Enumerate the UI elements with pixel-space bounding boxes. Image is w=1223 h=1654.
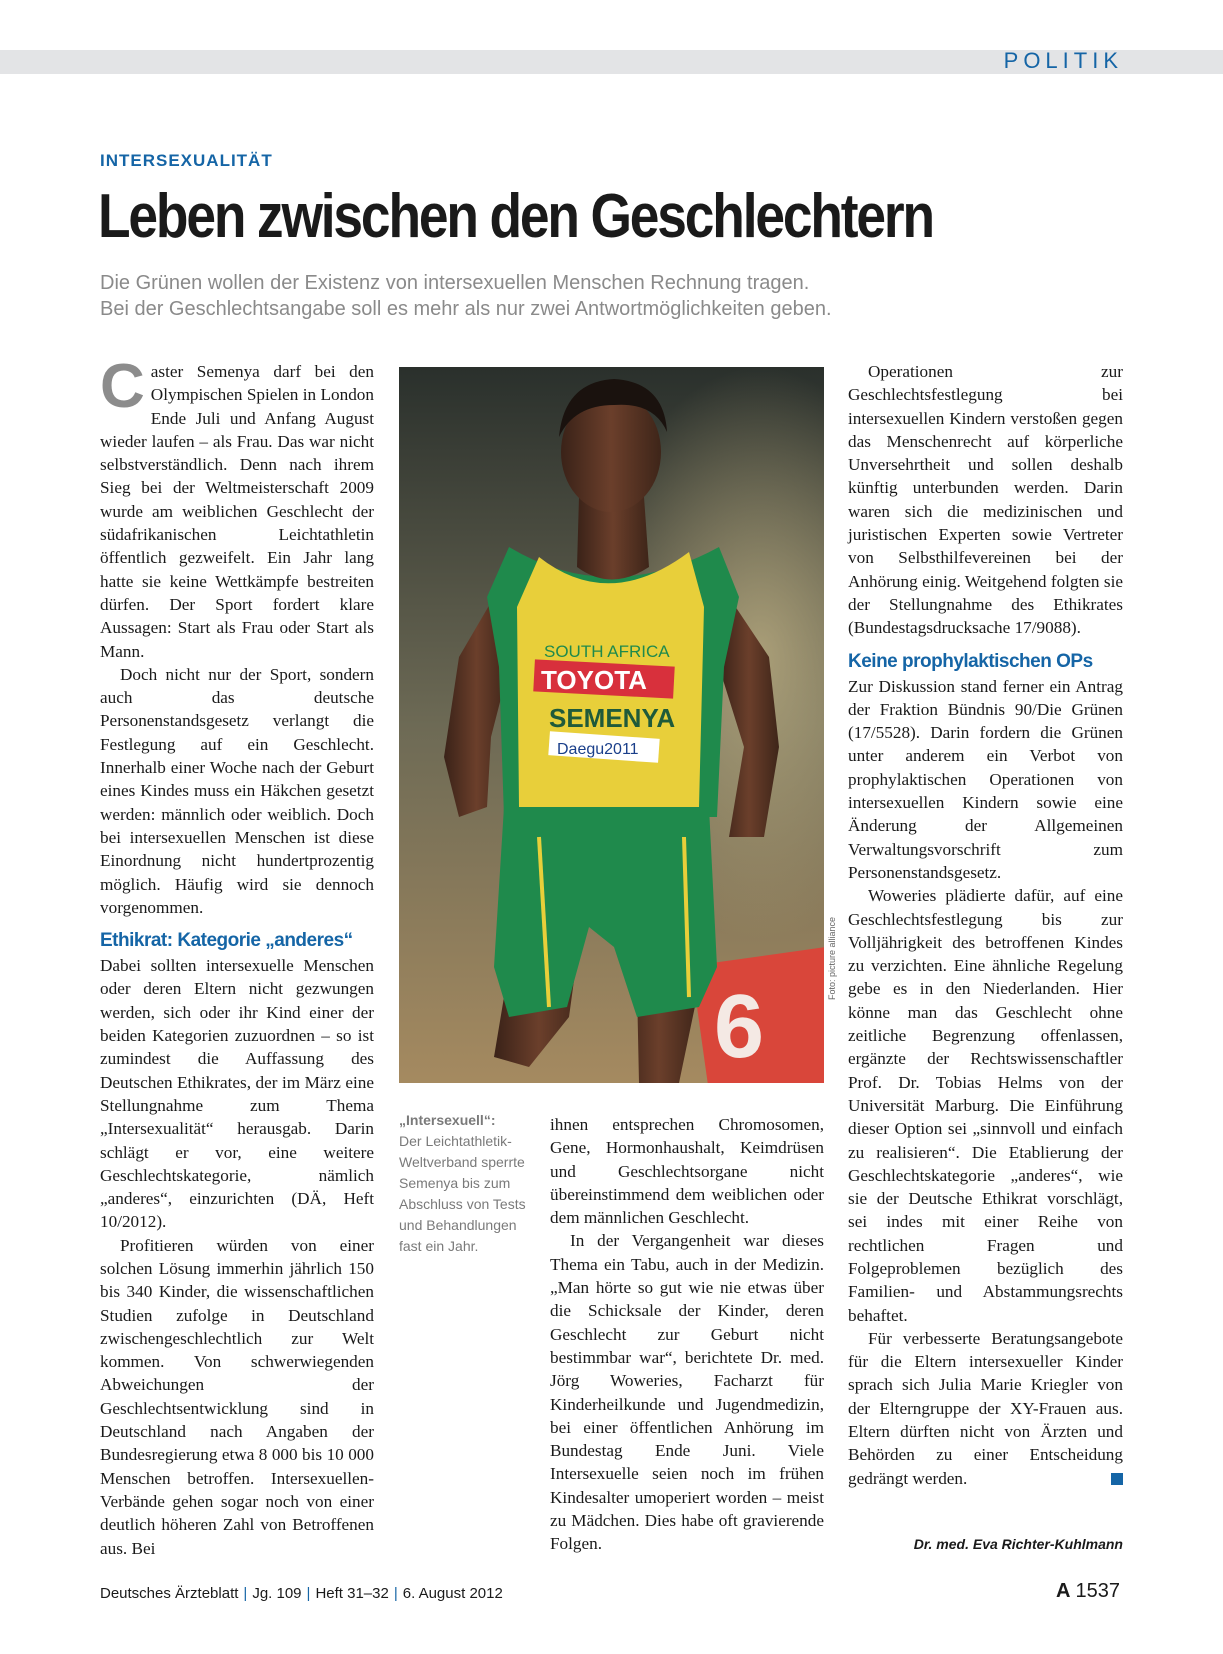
subheading: Keine prophylaktischen OPs <box>848 650 1093 672</box>
text-column-2 <box>550 1113 824 1556</box>
athlete-photo <box>399 367 824 1083</box>
background-number: 6 <box>714 977 765 1077</box>
paragraph: Profitieren würden von einer solchen Lösung immerhin jährlich 150 bis 340 Kinder, die wissenschaftlichen Studien zufolge in Deutschland zwischengeschlechtlich zur Welt kommen. Von schwerwiegenden Abweichungen der Geschlechtsentwicklung sind in Deutschland nach Angaben der Bundesregierung etwa 8 000 bis 10 000 Menschen betroffen. Intersexuellen-Verbände gehen sogar noch von einer deutlich höheren Zahl von Betroffenen aus. Bei <box>100 1235 374 1558</box>
issue-date: 6. August 2012 <box>402 1585 503 1602</box>
photo-caption <box>399 1110 529 1257</box>
separator: | <box>243 1585 248 1602</box>
paragraph: Dabei sollten intersexuelle Menschen oder deren Eltern nicht gezwungen werden, sich oder ihr Kind einer der beiden Kategorien zuzuordnen – so ist zumindest die Auffassung des Deutschen Ethikrates, der im März eine Stellungnahme zum Thema „Intersexualität“ herausgab. Darin schlägt er vor, eine weitere Geschlechtskategorie, nämlich „anderes“, einzurichten (DÄ, Heft 10/2012). <box>100 956 374 1232</box>
jersey-text: SOUTH AFRICA <box>544 642 670 661</box>
paragraph: In der Vergangenheit war dieses Thema ein Tabu, auch in der Medizin. „Man hörte so gut wie nie etwas über die Schicksale der Kinder, deren Geschlecht zur Geburt nicht bestimmbar war“, berichtete Dr. med. Jörg Woweries, Facharzt für Kinderheilkunde und Jugendmedizin, bei einer öffentlichen Anhörung im Bundestag Ende Juni. Viele Intersexuelle seien noch im frühen Kindesalter umoperiert worden – meist zu Mädchen. Dies habe oft gravierende Folgen. <box>550 1231 824 1554</box>
publication-name: Deutsches Ärzteblatt <box>100 1585 239 1602</box>
paragraph: Zur Diskussion stand ferner ein Antrag der Fraktion Bündnis 90/Die Grünen (17/5528). Darin fordern die Grünen unter anderem ein Verbot von prophylaktischen Operationen von intersexuellen Kindern sowie eine Änderung der Allgemeinen Verwaltungsvorschrift zum Personenstandsgesetz. <box>848 676 1123 882</box>
caption-text: Der Leichtathletik-Weltverband sperrte Semenya bis zum Abschluss von Tests und Behandlungen fast ein Jahr. <box>399 1133 526 1254</box>
issue: Heft 31–32 <box>315 1585 389 1602</box>
paragraph: Caster Semenya darf bei den Olympischen Spielen in London Ende Juli und Anfang August wieder laufen – als Frau. Das war nicht selbstverständlich. Denn nach ihrem Sieg bei der Weltmeisterschaft 2009 wurde am weiblichen Geschlecht der südafrikanischen Leichtathletin öffentlich gezweifelt. Ein Jahr lang hatte sie keine Wettkämpfe bestreiten dürfen. Der Sport fordert klare Aussagen: Start als Frau oder Start als Mann. <box>100 352 374 661</box>
jersey-bib: Daegu2011 <box>557 741 639 758</box>
author-name: Dr. med. Eva Richter-Kuhlmann <box>913 1536 1123 1552</box>
volume: Jg. 109 <box>252 1585 302 1602</box>
subheading: Ethikrat: Kategorie „anderes“ <box>100 930 353 952</box>
end-mark-icon <box>1111 1473 1123 1485</box>
jersey-sponsor: TOYOTA <box>541 665 647 695</box>
paragraph: Für verbesserte Beratungsangebote für die Eltern intersexueller Kinder sprach sich Julia Marie Kriegler von der Elterngruppe der XY-Frauen aus. Eltern dürften nicht von Ärzten und Behörden zu einer Entscheidung gedrängt werden. <box>848 1328 1123 1488</box>
article-standfirst <box>100 270 1000 322</box>
separator: | <box>306 1585 311 1602</box>
page-footer <box>100 1585 503 1602</box>
photo-credit: Foto: picture alliance <box>827 916 837 1000</box>
caption-title: „Intersexuell“: <box>399 1112 496 1128</box>
paragraph: Doch nicht nur der Sport, sondern auch das deutsche Personenstandsgesetz verlangt die Festlegung auf ein Geschlecht. Innerhalb einer Woche nach der Geburt eines Kindes muss ein Häkchen gesetzt werden: männlich oder weiblich. Doch bei intersexuellen Menschen ist diese Einordnung nicht hundertprozentig möglich. Häufig wird sie dennoch vorgenommen. <box>100 664 374 917</box>
section-label: POLITIK <box>1003 48 1123 73</box>
paragraph: ihnen entsprechen Chromosomen, Gene, Hormonhaushalt, Keimdrüsen und Geschlechtsorgane nicht übereinstimmend dem weiblichen oder dem männlichen Geschlecht. <box>550 1115 824 1228</box>
article-kicker: INTERSEXUALITÄT <box>100 151 273 170</box>
paragraph: Woweries plädierte dafür, auf eine Geschlechtsfestlegung bis zur Volljährigkeit des betroffenen Kindes zu verzichten. Eine ähnliche Regelung gebe es in den Niederlanden. Hier könne man das Geschlecht ohne zeitliche Begrenzung offenlassen, ergänzte der Rechtswissenschaftler Prof. Dr. Tobias Helms von der Universität Marburg. Die Einführung dieser Option sei „sinnvoll und einfach zu realisieren“. Die Etablierung der Geschlechtskategorie „anderes“, wie sie der Deutsche Ethikrat vorschlägt, sei indes mit einer Reihe von rechtlichen Fragen und Folgeproblemen bezüglich des Familien- und Abstammungsrechts behaftet. <box>848 886 1123 1325</box>
paragraph: Operationen zur Geschlechtsfestlegung bei intersexuellen Kindern verstoßen gegen das Menschenrecht auf körperliche Unversehrtheit und sollen deshalb künftig unterbunden werden. Darin waren sich die medizinischen und juristischen Experten sowie Vertreter von Selbsthilfevereinen bei der Anhörung einig. Weitgehend folgten sie der Stellungnahme des Ethikrates (Bundestagsdrucksache 17/9088). <box>848 362 1123 638</box>
article-headline: Leben zwischen den Geschlechtern <box>98 182 933 251</box>
text-column-3 <box>848 360 1123 1490</box>
jersey-name: SEMENYA <box>549 703 676 733</box>
drop-cap: C <box>100 352 145 421</box>
standfirst-line: Die Grünen wollen der Existenz von intersexuellen Menschen Rechnung tragen. <box>100 272 810 294</box>
page-prefix: A <box>1056 1580 1071 1602</box>
text-column-1 <box>100 352 374 1560</box>
page-number: A 1537 <box>1056 1580 1120 1602</box>
standfirst-line: Bei der Geschlechtsangabe soll es mehr als nur zwei Antwortmöglichkeiten geben. <box>100 298 832 320</box>
separator: | <box>393 1585 398 1602</box>
